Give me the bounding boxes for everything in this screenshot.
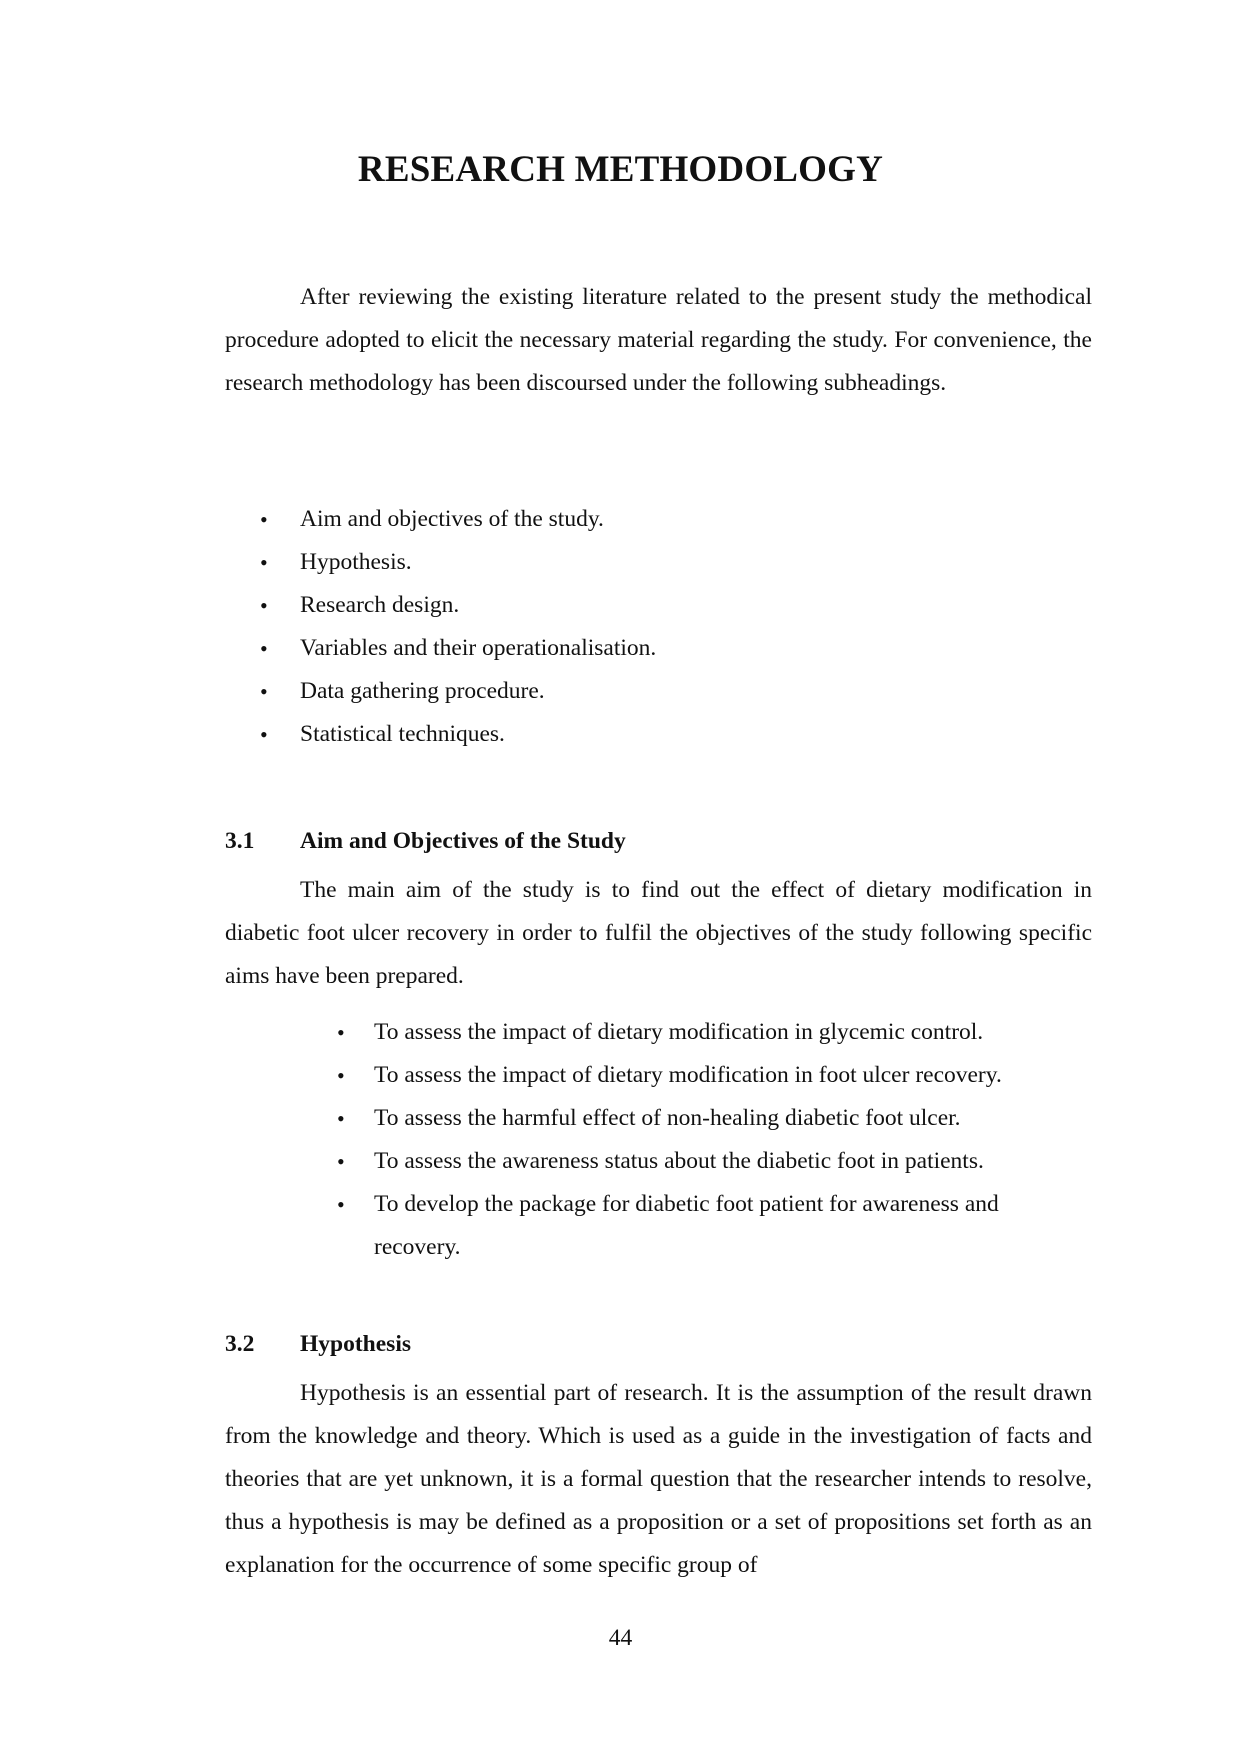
- bullet-icon: •: [337, 1063, 345, 1088]
- section-title: Aim and Objectives of the Study: [300, 828, 626, 854]
- list-item: • To assess the impact of dietary modification in foot ulcer recovery.: [337, 1054, 1057, 1097]
- bullet-icon: •: [337, 1106, 345, 1131]
- list-item: • Data gathering procedure.: [225, 670, 1092, 713]
- list-item: • Research design.: [225, 584, 1092, 627]
- bullet-icon: •: [260, 550, 268, 575]
- list-item: • Variables and their operationalisation.: [225, 627, 1092, 670]
- bullet-icon: •: [260, 679, 268, 704]
- list-item: • To assess the harmful effect of non-healing diabetic foot ulcer.: [337, 1097, 1057, 1140]
- bullet-icon: •: [337, 1192, 345, 1217]
- section-title: Hypothesis: [300, 1331, 411, 1357]
- section-number: 3.2: [225, 1331, 255, 1357]
- list-item: • Aim and objectives of the study.: [225, 498, 1092, 541]
- bullet-icon: •: [260, 507, 268, 532]
- bullet-icon: •: [337, 1149, 345, 1174]
- page-number: 44: [608, 1625, 633, 1651]
- section-3-2-paragraph: Hypothesis is an essential part of research. It is the assumption of the result drawn from the knowledge and theory. Which is used as a guide in the investigation of facts and theories that are yet unknown, it is a formal question that the researcher intends to resolve, thus a hypothesis is may be defined as a proposition or a set of propositions set forth as an explanation for the occurrence of some specific group of: [225, 1380, 1092, 1578]
- subheadings-list: [225, 498, 1092, 756]
- list-item: • Statistical techniques.: [225, 713, 1092, 756]
- section-3-1-heading: [225, 826, 626, 856]
- section-number: 3.1: [225, 828, 255, 854]
- bullet-icon: •: [260, 722, 268, 747]
- bullet-icon: •: [337, 1020, 345, 1045]
- list-item: • To assess the impact of dietary modification in glycemic control.: [337, 1011, 1057, 1054]
- page-title: RESEARCH METHODOLOGY: [357, 149, 884, 190]
- bullet-icon: •: [260, 593, 268, 618]
- intro-paragraph: After reviewing the existing literature related to the present study the methodical procedure adopted to elicit the necessary material regarding the study. For convenience, the research methodology has been discoursed under the following subheadings.: [225, 284, 1092, 396]
- section-3-2-heading: [225, 1329, 411, 1359]
- objectives-list: [337, 1011, 1057, 1269]
- section-3-1-paragraph: The main aim of the study is to find out the effect of dietary modification in diabetic foot ulcer recovery in order to fulfil the objectives of the study following specific aims have been prepared.: [225, 877, 1092, 989]
- bullet-icon: •: [260, 636, 268, 661]
- list-item: • To develop the package for diabetic foot patient for awareness and recovery.: [337, 1183, 1014, 1269]
- list-item: • To assess the awareness status about the diabetic foot in patients.: [337, 1140, 1057, 1183]
- list-item: • Hypothesis.: [225, 541, 1092, 584]
